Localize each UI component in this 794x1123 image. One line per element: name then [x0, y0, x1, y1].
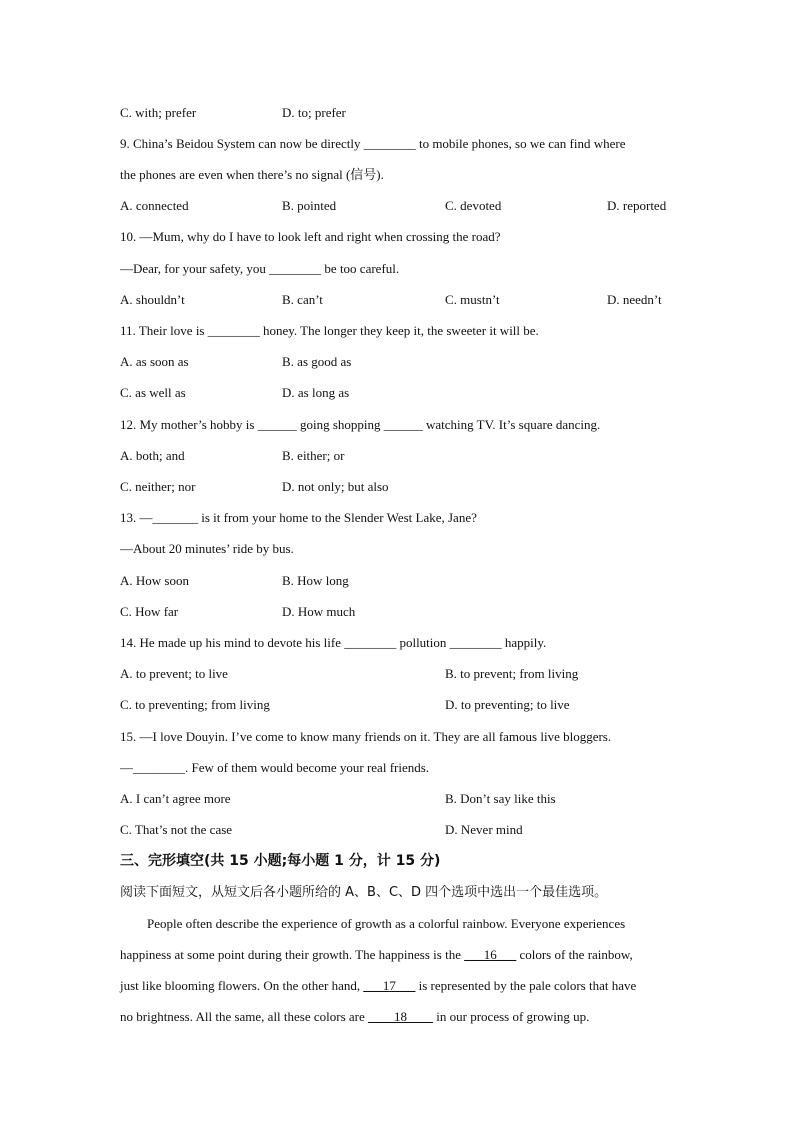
passage-text: colors of the rainbow,	[516, 947, 633, 962]
q14-option-c: C. to preventing; from living	[120, 697, 270, 712]
q9-stem-line1: 9. China’s Beidou System can now be directly ________ to mobile phones, so we can find where	[120, 136, 626, 151]
passage-line-4	[120, 1009, 676, 1025]
q11-stem: 11. Their love is ________ honey. The longer they keep it, the sweeter it will be.	[120, 323, 539, 338]
q13-option-a: A. How soon	[120, 573, 189, 588]
blank-17: ___17___	[363, 978, 416, 993]
q11-option-a: A. as soon as	[120, 354, 189, 369]
q10-option-a: A. shouldn’t	[120, 292, 185, 307]
passage-line-1: People often describe the experience of growth as a colorful rainbow. Everyone experiences	[147, 916, 626, 931]
q10-option-d: D. needn’t	[607, 292, 662, 307]
passage-text: no brightness. All the same, all these colors are	[120, 1009, 369, 1024]
q12-option-d: D. not only; but also	[282, 479, 389, 494]
q9-option-c: C. devoted	[445, 198, 502, 213]
q13-option-b: B. How long	[282, 573, 349, 588]
q12-option-c: C. neither; nor	[120, 479, 196, 494]
q13-option-c: C. How far	[120, 604, 179, 619]
q15-option-d: D. Never mind	[445, 822, 523, 837]
passage-text: happiness at some point during their growth. The happiness is the	[120, 947, 465, 962]
q9-option-a: A. connected	[120, 198, 189, 213]
q15-stem-line2: —________. Few of them would become your real friends.	[120, 760, 430, 775]
q12-option-b: B. either; or	[282, 448, 345, 463]
q12-stem: 12. My mother’s hobby is ______ going shopping ______ watching TV. It’s square dancing.	[120, 417, 601, 432]
q8-option-d: D. to; prefer	[282, 105, 346, 120]
q13-option-d: D. How much	[282, 604, 356, 619]
blank-16: ___16___	[464, 947, 517, 962]
passage-text: just like blooming flowers. On the other hand,	[120, 978, 364, 993]
q9-stem-line2: the phones are even when there’s no signal (信号).	[120, 167, 384, 182]
q13-stem-line2: —About 20 minutes’ ride by bus.	[120, 541, 294, 556]
q10-option-c: C. mustn’t	[445, 292, 500, 307]
section-title: 三、完形填空(共 15 小题;每小题 1 分，计 15 分)	[120, 853, 441, 869]
q15-option-b: B. Don’t say like this	[445, 791, 556, 806]
passage-line-2	[120, 947, 676, 963]
section-instruction: 阅读下面短文，从短文后各小题所给的 A、B、C、D 四个选项中选出一个最佳选项。	[120, 885, 608, 900]
q14-option-b: B. to prevent; from living	[445, 666, 579, 681]
q10-stem-line1: 10. —Mum, why do I have to look left and right when crossing the road?	[120, 229, 501, 244]
q9-option-d: D. reported	[607, 198, 667, 213]
q14-option-d: D. to preventing; to live	[445, 697, 570, 712]
q11-option-b: B. as good as	[282, 354, 352, 369]
passage-text: in our process of growing up.	[433, 1009, 590, 1024]
q15-stem-line1: 15. —I love Douyin. I’ve come to know many friends on it. They are all famous live bloggers.	[120, 729, 612, 744]
passage-text: is represented by the pale colors that have	[415, 978, 637, 993]
q10-stem-line2: —Dear, for your safety, you ________ be too careful.	[120, 261, 400, 276]
q12-option-a: A. both; and	[120, 448, 185, 463]
blank-18: ____18____	[368, 1009, 434, 1024]
q15-option-a: A. I can’t agree more	[120, 791, 231, 806]
q8-option-c: C. with; prefer	[120, 105, 197, 120]
q11-option-c: C. as well as	[120, 385, 186, 400]
q11-option-d: D. as long as	[282, 385, 350, 400]
q14-option-a: A. to prevent; to live	[120, 666, 228, 681]
q14-stem: 14. He made up his mind to devote his life ________ pollution ________ happily.	[120, 635, 547, 650]
passage-line-3	[120, 978, 676, 994]
q9-option-b: B. pointed	[282, 198, 337, 213]
q15-option-c: C. That’s not the case	[120, 822, 233, 837]
q13-stem-line1: 13. —_______ is it from your home to the Slender West Lake, Jane?	[120, 510, 477, 525]
q10-option-b: B. can’t	[282, 292, 323, 307]
